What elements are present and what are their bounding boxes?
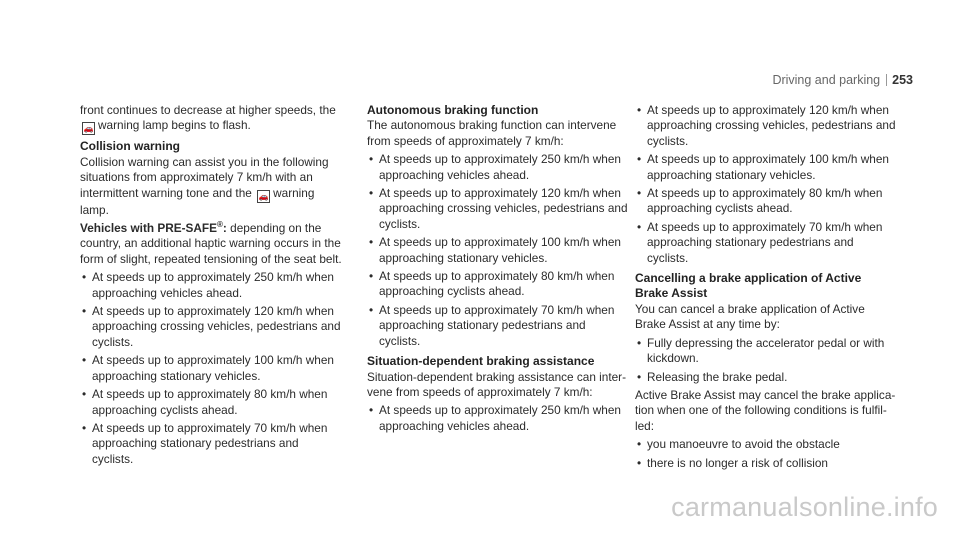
list-item: • At speeds up to approximately 100 km/h when approaching stationary vehicles. [635,152,897,183]
abort-conditions-text: Active Brake Assist may cancel the brake application when one of the following conditions is fulfilled: [635,387,896,433]
intro-text-b: warning lamp begins to flash. [98,118,251,133]
list-item: • At speeds up to approximately 70 km/h when approaching stationary pedestrians and cyclists. [80,421,342,467]
column-2 [367,103,629,434]
autonomous-braking-text: The autonomous braking function can intervene from speeds of approximately 7 km/h: [367,118,617,148]
autonomous-braking-list [367,152,629,349]
situation-braking-text: Situation-dependent braking assistance can intervene from speeds of approximately 7 km/h: [367,369,627,399]
presafe-colon: : [222,221,227,236]
list-item: • At speeds up to approximately 80 km/h when approaching cyclists ahead. [635,186,897,217]
page-number: 253 [886,74,913,86]
presafe-registered-mark: ® [217,220,223,230]
list-item: • At speeds up to approximately 100 km/h when approaching stationary vehicles. [80,353,342,384]
page-header [772,73,913,87]
presafe-list [80,270,342,467]
list-item: • At speeds up to approximately 80 km/h when approaching cyclists ahead. [80,387,342,418]
collision-text-b: warning lamp. [80,185,315,217]
autonomous-braking-heading: Autonomous braking function [367,103,539,117]
collision-warning-paragraph [80,155,342,218]
list-item: • At speeds up to approximately 120 km/h when approaching crossing vehicles, pedestrians and cyclists. [635,103,897,149]
cancel-brake-list [635,336,897,385]
presafe-text: depending on the country, an additional haptic warning occurs in the form of slight, repeated tensioning of the seat belt. [80,221,342,266]
list-item: • At speeds up to approximately 250 km/h when approaching vehicles ahead. [367,152,629,183]
list-item: • At speeds up to approximately 250 km/h when approaching vehicles ahead. [367,403,629,434]
presafe-heading: Vehicles with PRE-SAFE [80,221,218,236]
list-item: • At speeds up to approximately 70 km/h when approaching stationary pedestrians and cyclists. [367,303,629,349]
section-title: Driving and parking [772,73,881,87]
list-item: • At speeds up to approximately 80 km/h when approaching cyclists ahead. [367,269,629,300]
cancel-brake-heading: Cancelling a brake application of Active Brake Assist [635,271,862,301]
collision-text-a: Collision warning can assist you in the following situations from approximately 7 km/h with an intermittent warning tone and the [80,154,329,200]
intro-text-a: front continues to decrease at higher speeds, the [80,103,336,117]
list-item: • At speeds up to approximately 100 km/h when approaching stationary vehicles. [367,235,629,266]
intro-paragraph [80,103,342,135]
watermark: carmanualsonline.info [671,492,938,522]
cancel-brake-text: You can cancel a brake application of Active Brake Assist at any time by: [635,301,865,332]
list-item: • you manoeuvre to avoid the obstacle [635,437,897,452]
column-3 [635,103,897,471]
column-1 [80,103,342,467]
situation-braking-heading: Situation-dependent braking assistance [367,354,595,369]
presafe-paragraph [80,221,342,267]
list-item: • At speeds up to approximately 120 km/h when approaching crossing vehicles, pedestrians and cyclists. [367,186,629,232]
collision-warning-heading: Collision warning [80,139,181,154]
list-item: • there is no longer a risk of collision [635,456,897,471]
list-item: • At speeds up to approximately 70 km/h when approaching stationary pedestrians and cyclists. [635,220,897,266]
list-item: • Fully depressing the accelerator pedal or with kickdown. [635,336,897,367]
situation-braking-list-continued [635,103,897,266]
list-item: • At speeds up to approximately 250 km/h when approaching vehicles ahead. [80,270,342,301]
situation-braking-list [367,403,629,434]
abort-conditions-list [635,437,897,471]
collision-warning-lamp-icon: 🚗 [83,124,94,134]
collision-warning-lamp-icon: 🚗 [258,191,269,201]
list-item: • At speeds up to approximately 120 km/h when approaching crossing vehicles, pedestrians and cyclists. [80,304,342,350]
list-item: • Releasing the brake pedal. [635,370,897,385]
